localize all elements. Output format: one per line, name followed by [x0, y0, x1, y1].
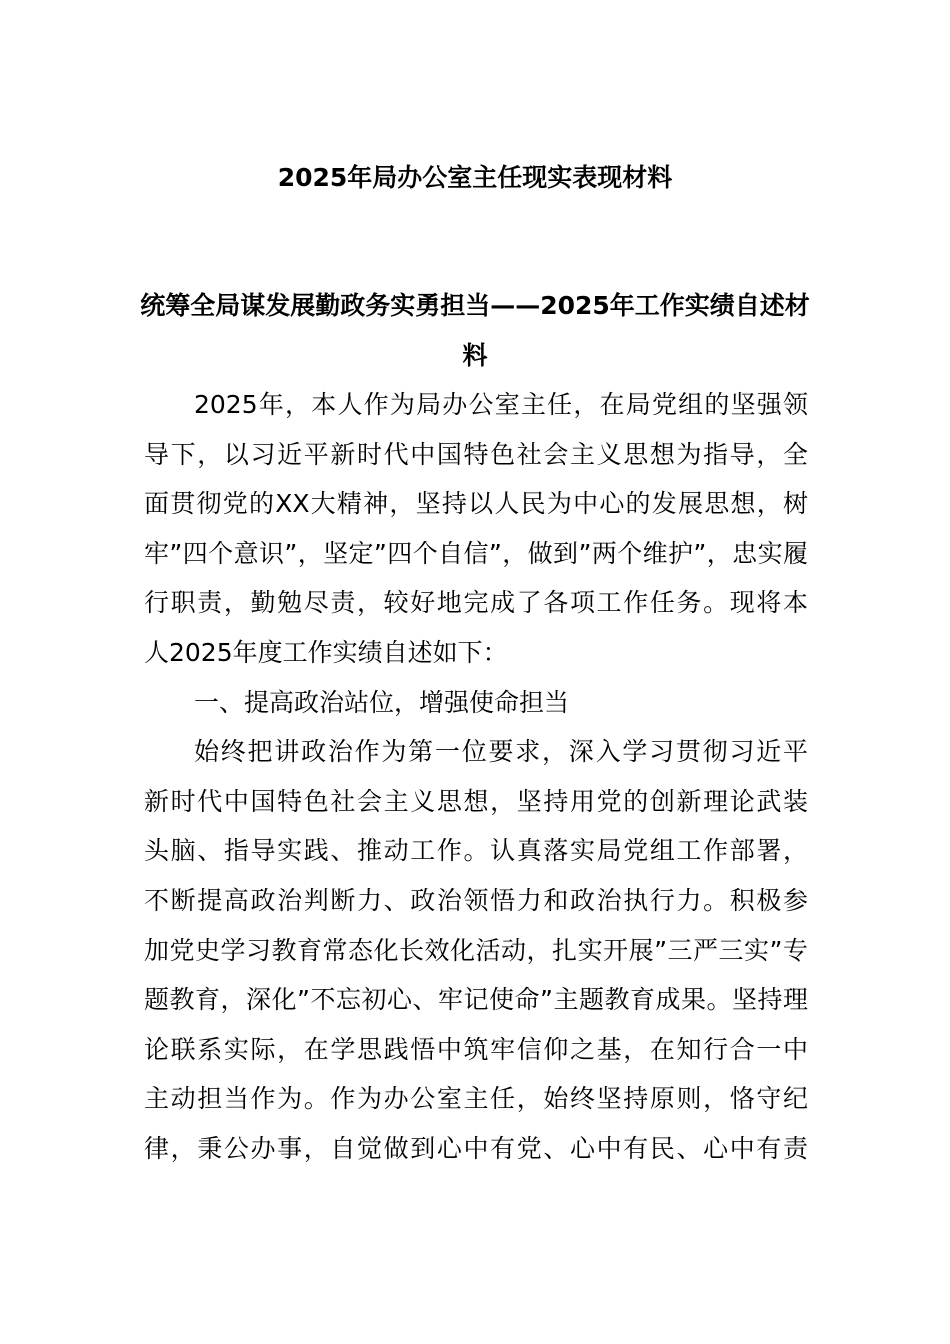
section-heading: 一、提高政治站位，增强使命担当 — [194, 687, 570, 717]
body-line: 加党史学习教育常态化长效化活动，扎实开展”三严三实”专 — [144, 935, 808, 965]
body-line: 不断提高政治判断力、政治领悟力和政治执行力。积极参 — [144, 885, 808, 915]
body-line: 主动担当作为。作为办公室主任，始终坚持原则，恪守纪 — [144, 1084, 808, 1114]
body-line: 2025年，本人作为局办公室主任，在局党组的坚强领 — [194, 390, 808, 419]
body-line: 新时代中国特色社会主义思想，坚持用党的创新理论武装 — [144, 786, 808, 816]
body-line: 论联系实际，在学思践悟中筑牢信仰之基，在知行合一中 — [144, 1034, 808, 1064]
body-line: 题教育，深化”不忘初心、牢记使命”主题教育成果。坚持理 — [144, 985, 808, 1015]
body-line: 人2025年度工作实绩自述如下： — [144, 637, 508, 667]
body-line: 牢”四个意识”，坚定”四个自信”，做到”两个维护”，忠实履 — [144, 538, 808, 568]
body-line: 始终把讲政治作为第一位要求，深入学习贯彻习近平 — [194, 737, 808, 767]
document-title: 2025年局办公室主任现实表现材料 — [277, 163, 673, 192]
document-body — [144, 380, 808, 1174]
body-line: 律，秉公办事，自觉做到心中有党、心中有民、心中有责 — [144, 1133, 808, 1163]
body-line: 导下，以习近平新时代中国特色社会主义思想为指导，全 — [144, 439, 808, 469]
body-line: 面贯彻党的XX大精神，坚持以人民为中心的发展思想，树 — [144, 489, 808, 519]
document-subtitle: 统筹全局谋发展勤政务实勇担当——2025年工作实绩自述材料 — [140, 291, 810, 370]
body-line: 头脑、指导实践、推动工作。认真落实局党组工作部署， — [144, 836, 808, 866]
body-line: 行职责，勤勉尽责，较好地完成了各项工作任务。现将本 — [144, 588, 808, 618]
